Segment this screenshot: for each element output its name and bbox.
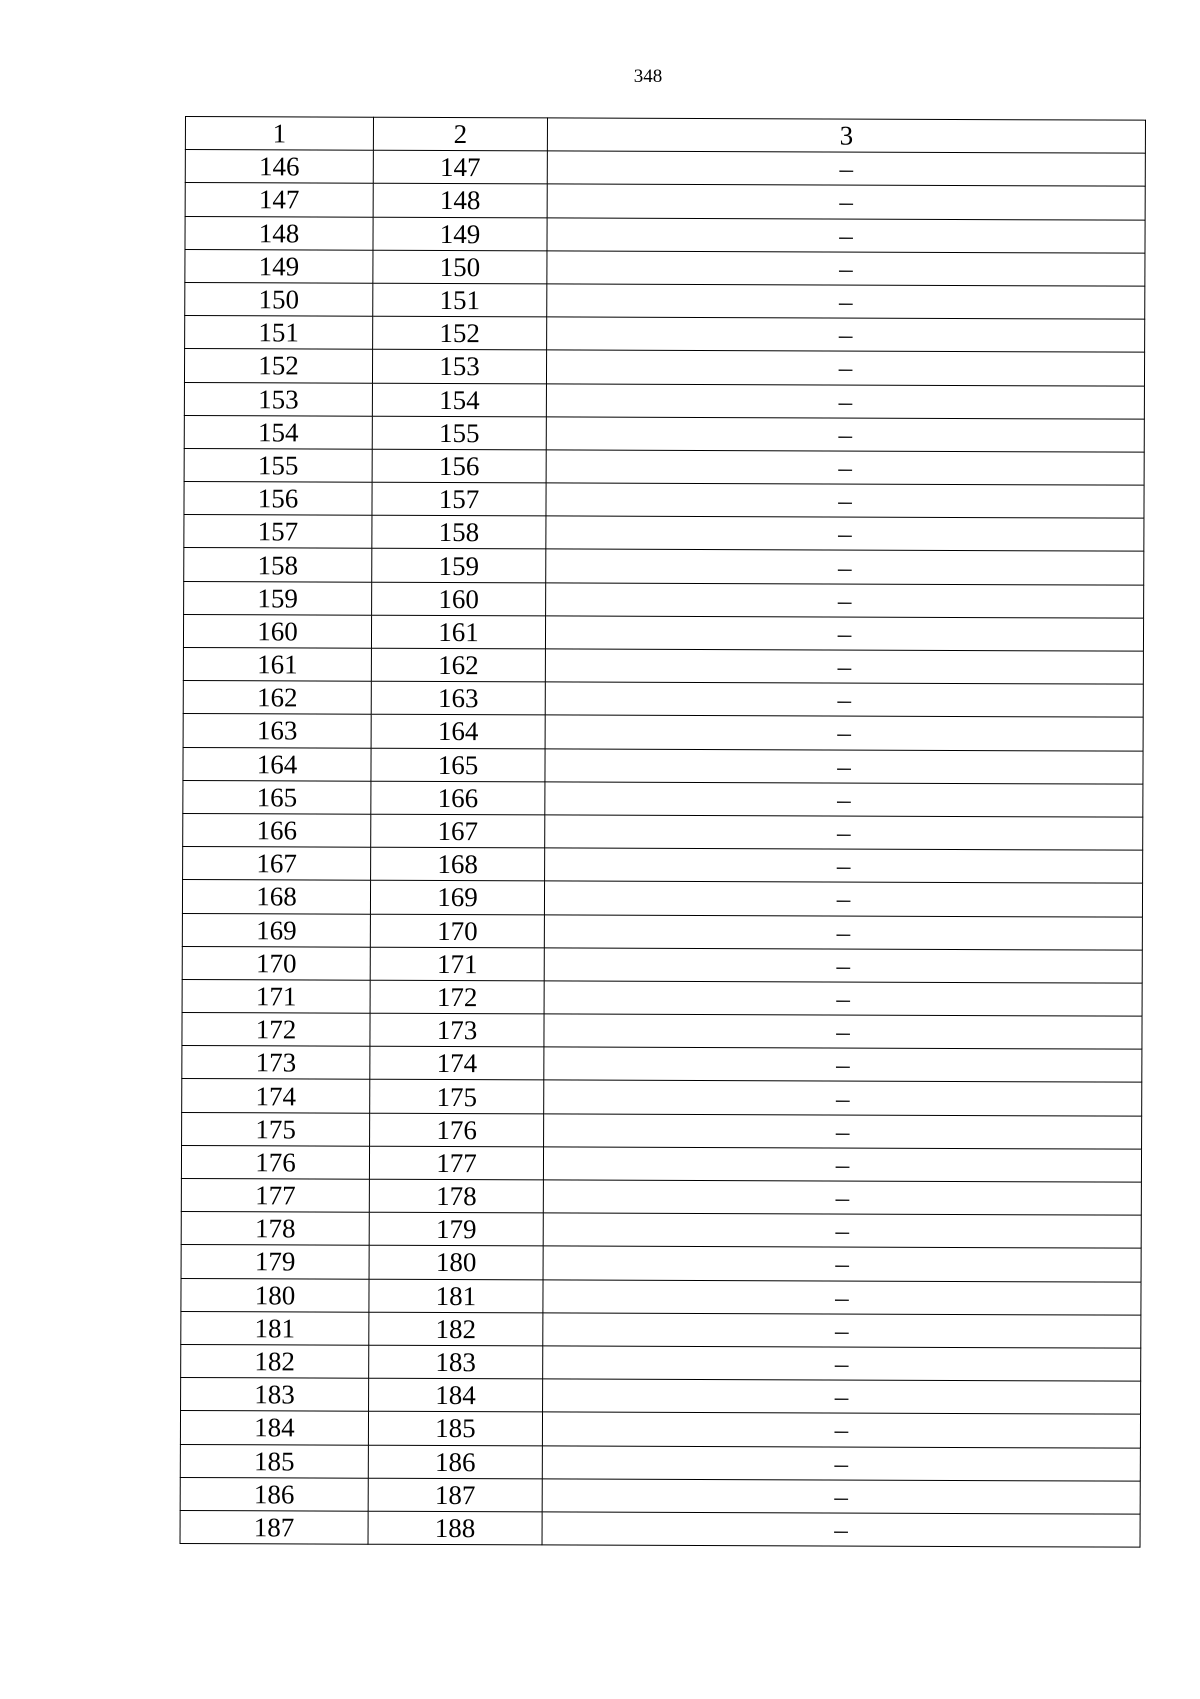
table-cell-col3: – <box>543 1346 1141 1381</box>
table-cell-col3: – <box>546 516 1144 551</box>
table-cell-col1: 181 <box>181 1311 369 1345</box>
table-cell-col2: 178 <box>369 1179 543 1213</box>
table-cell-col3: – <box>545 682 1143 717</box>
table-cell-col3: – <box>544 914 1142 949</box>
table-cell-col1: 168 <box>182 880 370 914</box>
table-row <box>184 448 1144 485</box>
table-row <box>181 1178 1141 1215</box>
table-cell-col1: 176 <box>181 1145 369 1179</box>
table-cell-col1: 166 <box>183 813 371 847</box>
table-row <box>181 1311 1141 1348</box>
table-row <box>182 1046 1142 1083</box>
table-row <box>182 1013 1142 1050</box>
table-cell-col2: 182 <box>369 1312 543 1346</box>
table-cell-col1: 179 <box>181 1245 369 1279</box>
table-cell-col2: 148 <box>373 184 547 218</box>
table-row <box>180 1477 1140 1514</box>
table-cell-col1: 149 <box>185 249 373 283</box>
table-cell-col3: – <box>547 184 1145 219</box>
table-cell-col3: – <box>542 1512 1140 1547</box>
table-body <box>180 117 1145 1548</box>
table-cell-col3: – <box>546 350 1144 385</box>
table-cell-col2: 166 <box>371 781 545 815</box>
table-cell-col1: 182 <box>181 1344 369 1378</box>
table-cell-col3: – <box>544 1114 1142 1149</box>
table-cell-col2: 158 <box>372 515 546 549</box>
table-cell-col2: 149 <box>373 217 547 251</box>
table-cell-col3: – <box>544 1047 1142 1082</box>
table-cell-col3: – <box>545 815 1143 850</box>
table-cell-col2: 176 <box>370 1113 544 1147</box>
table-cell-col3: – <box>544 948 1142 983</box>
table-row <box>184 581 1144 618</box>
table-cell-col1: 169 <box>182 913 370 947</box>
table-container <box>180 116 1145 1548</box>
table-cell-col1: 150 <box>185 282 373 316</box>
table-cell-col2: 163 <box>371 681 545 715</box>
table-cell-col1: 173 <box>182 1046 370 1080</box>
table-cell-col3: – <box>543 1180 1141 1215</box>
table-cell-col3: – <box>547 251 1145 286</box>
table-cell-col3: – <box>542 1445 1140 1480</box>
table-row <box>183 647 1143 684</box>
table-row <box>181 1145 1141 1182</box>
table-cell-col1: 163 <box>183 714 371 748</box>
column-header-3: 3 <box>547 118 1145 153</box>
table-cell-col2: 159 <box>372 549 546 583</box>
table-cell-col2: 156 <box>372 449 546 483</box>
table-cell-col1: 153 <box>184 382 372 416</box>
table-row <box>182 880 1142 917</box>
table-row <box>182 1079 1142 1116</box>
table-row <box>184 349 1144 386</box>
table-cell-col1: 155 <box>184 448 372 482</box>
table-row <box>181 1378 1141 1415</box>
table-cell-col1: 161 <box>183 647 371 681</box>
table-cell-col1: 159 <box>184 581 372 615</box>
table-cell-col2: 172 <box>370 980 544 1014</box>
table-row <box>183 747 1143 784</box>
table-cell-col2: 185 <box>368 1412 542 1446</box>
table-cell-col3: – <box>544 881 1142 916</box>
table-cell-col1: 180 <box>181 1278 369 1312</box>
table-cell-col2: 154 <box>372 383 546 417</box>
table-cell-col3: – <box>545 782 1143 817</box>
table-cell-col2: 153 <box>372 350 546 384</box>
table-cell-col2: 157 <box>372 482 546 516</box>
table-row <box>181 1344 1141 1381</box>
table-cell-col1: 186 <box>180 1477 368 1511</box>
table-cell-col3: – <box>545 848 1143 883</box>
table-cell-col3: – <box>542 1479 1140 1514</box>
table-row <box>182 1112 1142 1149</box>
table-cell-col3: – <box>544 981 1142 1016</box>
table-cell-col2: 170 <box>370 914 544 948</box>
table-cell-col2: 184 <box>369 1378 543 1412</box>
table-cell-col2: 155 <box>372 416 546 450</box>
table-cell-col1: 178 <box>181 1212 369 1246</box>
table-row <box>184 415 1144 452</box>
table-row <box>184 382 1144 419</box>
table-cell-col3: – <box>547 217 1145 252</box>
table-cell-col3: – <box>546 450 1144 485</box>
table-cell-col1: 183 <box>181 1378 369 1412</box>
table-cell-col3: – <box>544 1080 1142 1115</box>
table-cell-col2: 188 <box>368 1511 542 1545</box>
table-cell-col1: 154 <box>184 415 372 449</box>
data-table <box>180 116 1146 1548</box>
table-cell-col2: 173 <box>370 1013 544 1047</box>
table-cell-col1: 156 <box>184 482 372 516</box>
table-cell-col3: – <box>547 317 1145 352</box>
table-cell-col1: 172 <box>182 1013 370 1047</box>
table-cell-col3: – <box>543 1213 1141 1248</box>
table-cell-col1: 170 <box>182 946 370 980</box>
table-cell-col2: 174 <box>370 1046 544 1080</box>
table-cell-col2: 183 <box>369 1345 543 1379</box>
table-cell-col1: 157 <box>184 515 372 549</box>
table-row <box>180 1444 1140 1481</box>
table-cell-col3: – <box>547 284 1145 319</box>
table-cell-col1: 158 <box>184 548 372 582</box>
table-cell-col2: 169 <box>370 881 544 915</box>
table-cell-col1: 175 <box>182 1112 370 1146</box>
table-cell-col3: – <box>546 383 1144 418</box>
table-cell-col1: 152 <box>184 349 372 383</box>
table-cell-col2: 162 <box>371 648 545 682</box>
table-cell-col1: 171 <box>182 979 370 1013</box>
table-row <box>185 282 1145 319</box>
table-row <box>183 780 1143 817</box>
column-header-1: 1 <box>185 117 373 151</box>
table-cell-col1: 174 <box>182 1079 370 1113</box>
table-row <box>184 482 1144 519</box>
table-row <box>185 316 1145 353</box>
table-cell-col1: 184 <box>180 1411 368 1445</box>
table-cell-col1: 185 <box>180 1444 368 1478</box>
table-cell-col3: – <box>546 549 1144 584</box>
table-row <box>182 946 1142 983</box>
table-cell-col3: – <box>545 616 1143 651</box>
table-cell-col1: 148 <box>185 216 373 250</box>
table-row <box>181 1245 1141 1282</box>
table-cell-col2: 177 <box>369 1146 543 1180</box>
table-row <box>182 979 1142 1016</box>
table-row <box>185 183 1145 220</box>
table-cell-col3: – <box>546 417 1144 452</box>
table-cell-col3: – <box>545 748 1143 783</box>
table-cell-col2: 150 <box>373 250 547 284</box>
table-cell-col1: 146 <box>185 150 373 184</box>
table-cell-col3: – <box>543 1313 1141 1348</box>
table-cell-col2: 179 <box>369 1212 543 1246</box>
table-cell-col2: 151 <box>373 283 547 317</box>
table-cell-col3: – <box>543 1246 1141 1281</box>
table-row <box>183 714 1143 751</box>
table-cell-col1: 177 <box>181 1178 369 1212</box>
table-cell-col2: 187 <box>368 1478 542 1512</box>
table-cell-col1: 162 <box>183 681 371 715</box>
table-cell-col1: 164 <box>183 747 371 781</box>
table-row <box>181 1278 1141 1315</box>
table-cell-col2: 167 <box>371 814 545 848</box>
table-cell-col1: 167 <box>183 847 371 881</box>
column-header-2: 2 <box>373 117 547 151</box>
table-cell-col1: 160 <box>183 614 371 648</box>
table-cell-col1: 151 <box>185 316 373 350</box>
table-cell-col2: 147 <box>373 150 547 184</box>
table-cell-col1: 147 <box>185 183 373 217</box>
table-row <box>184 548 1144 585</box>
table-row <box>185 150 1145 187</box>
table-header-row <box>185 117 1145 154</box>
table-cell-col3: – <box>543 1147 1141 1182</box>
table-cell-col2: 160 <box>372 582 546 616</box>
page-number: 348 <box>633 66 663 87</box>
table-cell-col1: 187 <box>180 1510 368 1544</box>
table-row <box>184 515 1144 552</box>
table-row <box>181 1212 1141 1249</box>
table-row <box>183 813 1143 850</box>
table-cell-col2: 168 <box>371 847 545 881</box>
table-cell-col1: 165 <box>183 780 371 814</box>
table-cell-col3: – <box>543 1379 1141 1414</box>
table-row <box>180 1510 1140 1547</box>
table-cell-col2: 180 <box>369 1246 543 1280</box>
table-row <box>180 1411 1140 1448</box>
table-cell-col3: – <box>545 715 1143 750</box>
table-row <box>182 913 1142 950</box>
table-cell-col3: – <box>543 1279 1141 1314</box>
table-cell-col3: – <box>544 1014 1142 1049</box>
table-cell-col2: 161 <box>371 615 545 649</box>
table-cell-col3: – <box>547 151 1145 186</box>
table-cell-col2: 171 <box>370 947 544 981</box>
table-row <box>185 216 1145 253</box>
table-row <box>183 847 1143 884</box>
table-cell-col3: – <box>545 649 1143 684</box>
table-cell-col3: – <box>542 1412 1140 1447</box>
table-cell-col3: – <box>546 583 1144 618</box>
table-cell-col2: 164 <box>371 715 545 749</box>
table-row <box>183 681 1143 718</box>
table-row <box>185 249 1145 286</box>
table-cell-col3: – <box>546 483 1144 518</box>
table-cell-col2: 181 <box>369 1279 543 1313</box>
table-cell-col2: 152 <box>373 316 547 350</box>
table-row <box>183 614 1143 651</box>
table-cell-col2: 186 <box>368 1445 542 1479</box>
table-cell-col2: 165 <box>371 748 545 782</box>
table-cell-col2: 175 <box>370 1080 544 1114</box>
